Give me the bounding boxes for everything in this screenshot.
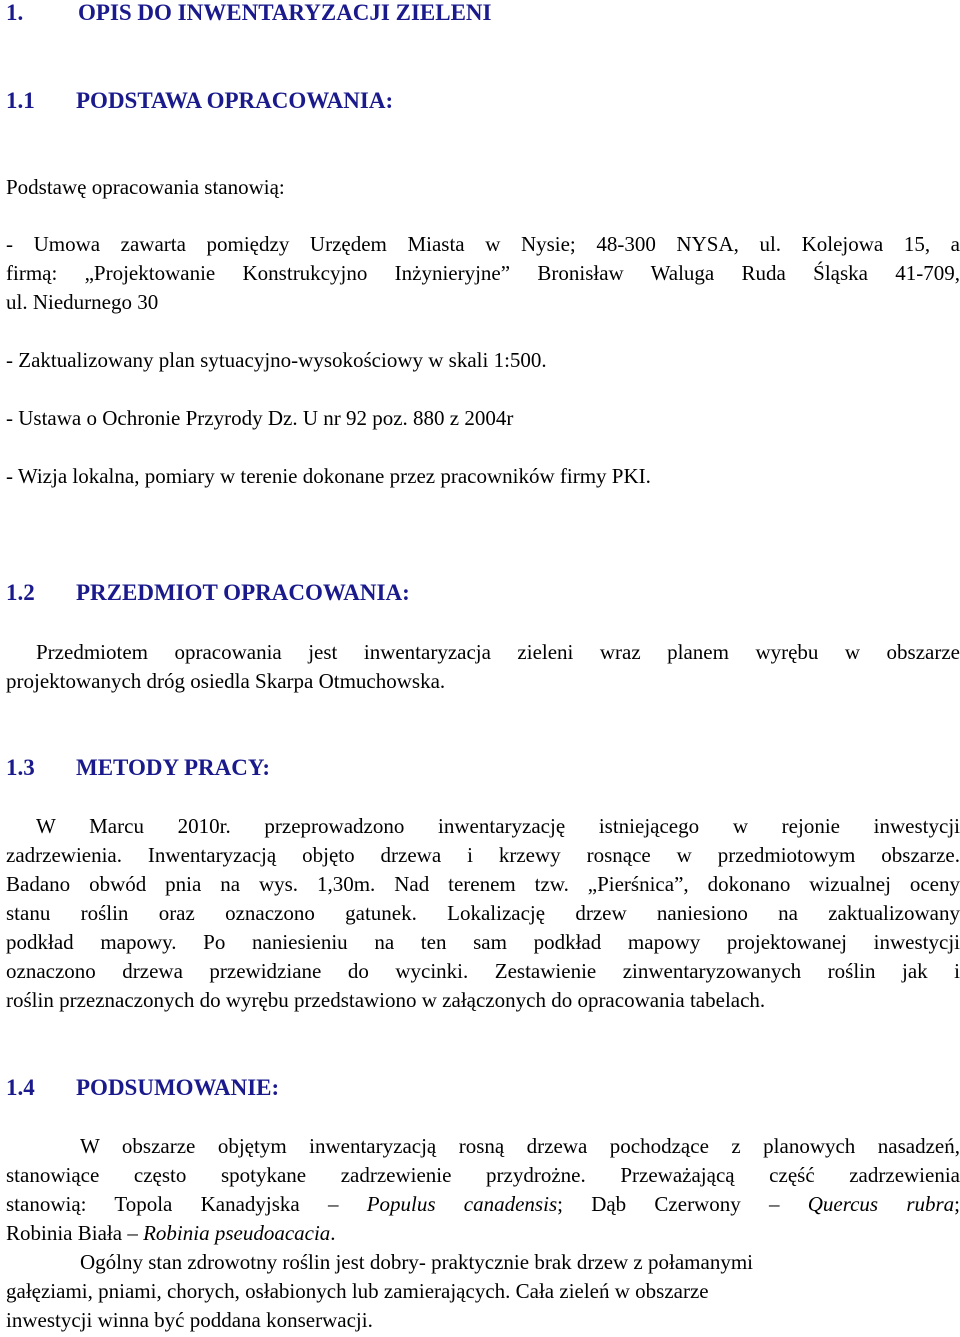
methods-line: zadrzewienia. Inwentaryzacją objęto drzewa i krzewy rosnące w przedmiotowym obszarze. xyxy=(6,843,960,867)
basis-item-line: firmą: „Projektowanie Konstrukcyjno Inżynieryjne” Bronisław Waluga Ruda Śląska 41-709, xyxy=(6,261,960,285)
methods-line: oznaczono drzewa przewidziane do wycinki. Zestawienie zinwentaryzowanych roślin jak i xyxy=(6,959,960,983)
basis-item: - Zaktualizowany plan sytuacyjno-wysokościowy w skali 1:500. xyxy=(6,348,547,372)
heading-1-4 xyxy=(6,1075,279,1101)
species-text: Robinia Biała – xyxy=(6,1221,144,1245)
species-text: ; Dąb Czerwony – xyxy=(557,1192,808,1216)
basis-item: - Wizja lokalna, pomiary w terenie dokonane przez pracowników firmy PKI. xyxy=(6,464,651,488)
basis-item: - Ustawa o Ochronie Przyrody Dz. U nr 92 poz. 880 z 2004r xyxy=(6,406,514,430)
summary-line: stanowiące często spotykane zadrzewienie przydrożne. Przeważającą część zadrzewienia xyxy=(6,1163,960,1187)
heading-1-4-number: 1.4 xyxy=(6,1075,35,1100)
subject-line: projektowanych dróg osiedla Skarpa Otmuchowska. xyxy=(6,669,446,693)
summary-species-line xyxy=(6,1221,960,1245)
methods-line: roślin przeznaczonych do wyrębu przedstawiono w załączonych do opracowania tabelach. xyxy=(6,988,766,1012)
heading-1-1-title: PODSTAWA OPRACOWANIA: xyxy=(76,88,394,113)
heading-main-number: 1. xyxy=(6,0,24,25)
methods-line: podkład mapowy. Po naniesieniu na ten sam podkład mapowy projektowanej inwestycji xyxy=(6,930,960,954)
species-text: stanowią: Topola Kanadyjska – xyxy=(6,1192,367,1216)
species-latin-name: Robinia pseudoacacia xyxy=(143,1221,331,1245)
heading-1-1 xyxy=(6,88,393,114)
basis-intro: Podstawę opracowania stanowią: xyxy=(6,175,285,199)
heading-1-1-number: 1.1 xyxy=(6,88,35,113)
summary-line: inwestycji winna być poddana konserwacji. xyxy=(6,1308,373,1332)
heading-main-title: OPIS DO INWENTARYZACJI ZIELENI xyxy=(78,0,492,25)
summary-line: gałęziami, pniami, chorych, osłabionych lub zamierających. Cała zieleń w obszarze xyxy=(6,1279,709,1303)
species-text: ; xyxy=(954,1192,960,1216)
methods-line: stanu roślin oraz oznaczono gatunek. Lokalizację drzew naniesiono na zaktualizowany xyxy=(6,901,960,925)
species-latin-name: Quercus rubra xyxy=(807,1192,955,1216)
summary-line: W obszarze objętym inwentaryzacją rosną drzewa pochodzące z planowych nasadzeń, xyxy=(80,1134,960,1158)
basis-item-line: - Umowa zawarta pomiędzy Urzędem Miasta w Nysie; 48-300 NYSA, ul. Kolejowa 15, a xyxy=(6,232,960,256)
species-text: . xyxy=(330,1221,336,1245)
summary-line: Ogólny stan zdrowotny roślin jest dobry- praktycznie brak drzew z połamanymi xyxy=(80,1250,753,1274)
heading-1-2 xyxy=(6,580,410,606)
methods-line: W Marcu 2010r. przeprowadzono inwentaryzację istniejącego w rejonie inwestycji xyxy=(36,814,960,838)
heading-1-2-number: 1.2 xyxy=(6,580,35,605)
summary-species-line xyxy=(6,1192,960,1216)
subject-line: Przedmiotem opracowania jest inwentaryzacja zieleni wraz planem wyrębu w obszarze xyxy=(36,640,960,664)
heading-1-2-title: PRZEDMIOT OPRACOWANIA: xyxy=(76,580,410,605)
heading-1-4-title: PODSUMOWANIE: xyxy=(76,1075,280,1100)
heading-1-3-title: METODY PRACY: xyxy=(76,755,271,780)
methods-line: Badano obwód pnia na wys. 1,30m. Nad terenem tzw. „Pierśnica”, dokonano wizualnej oceny xyxy=(6,872,960,896)
heading-main xyxy=(6,0,491,26)
heading-1-3-number: 1.3 xyxy=(6,755,35,780)
species-latin-name: Populus canadensis xyxy=(366,1192,558,1216)
basis-item-line: ul. Niedurnego 30 xyxy=(6,290,159,314)
heading-1-3 xyxy=(6,755,270,781)
